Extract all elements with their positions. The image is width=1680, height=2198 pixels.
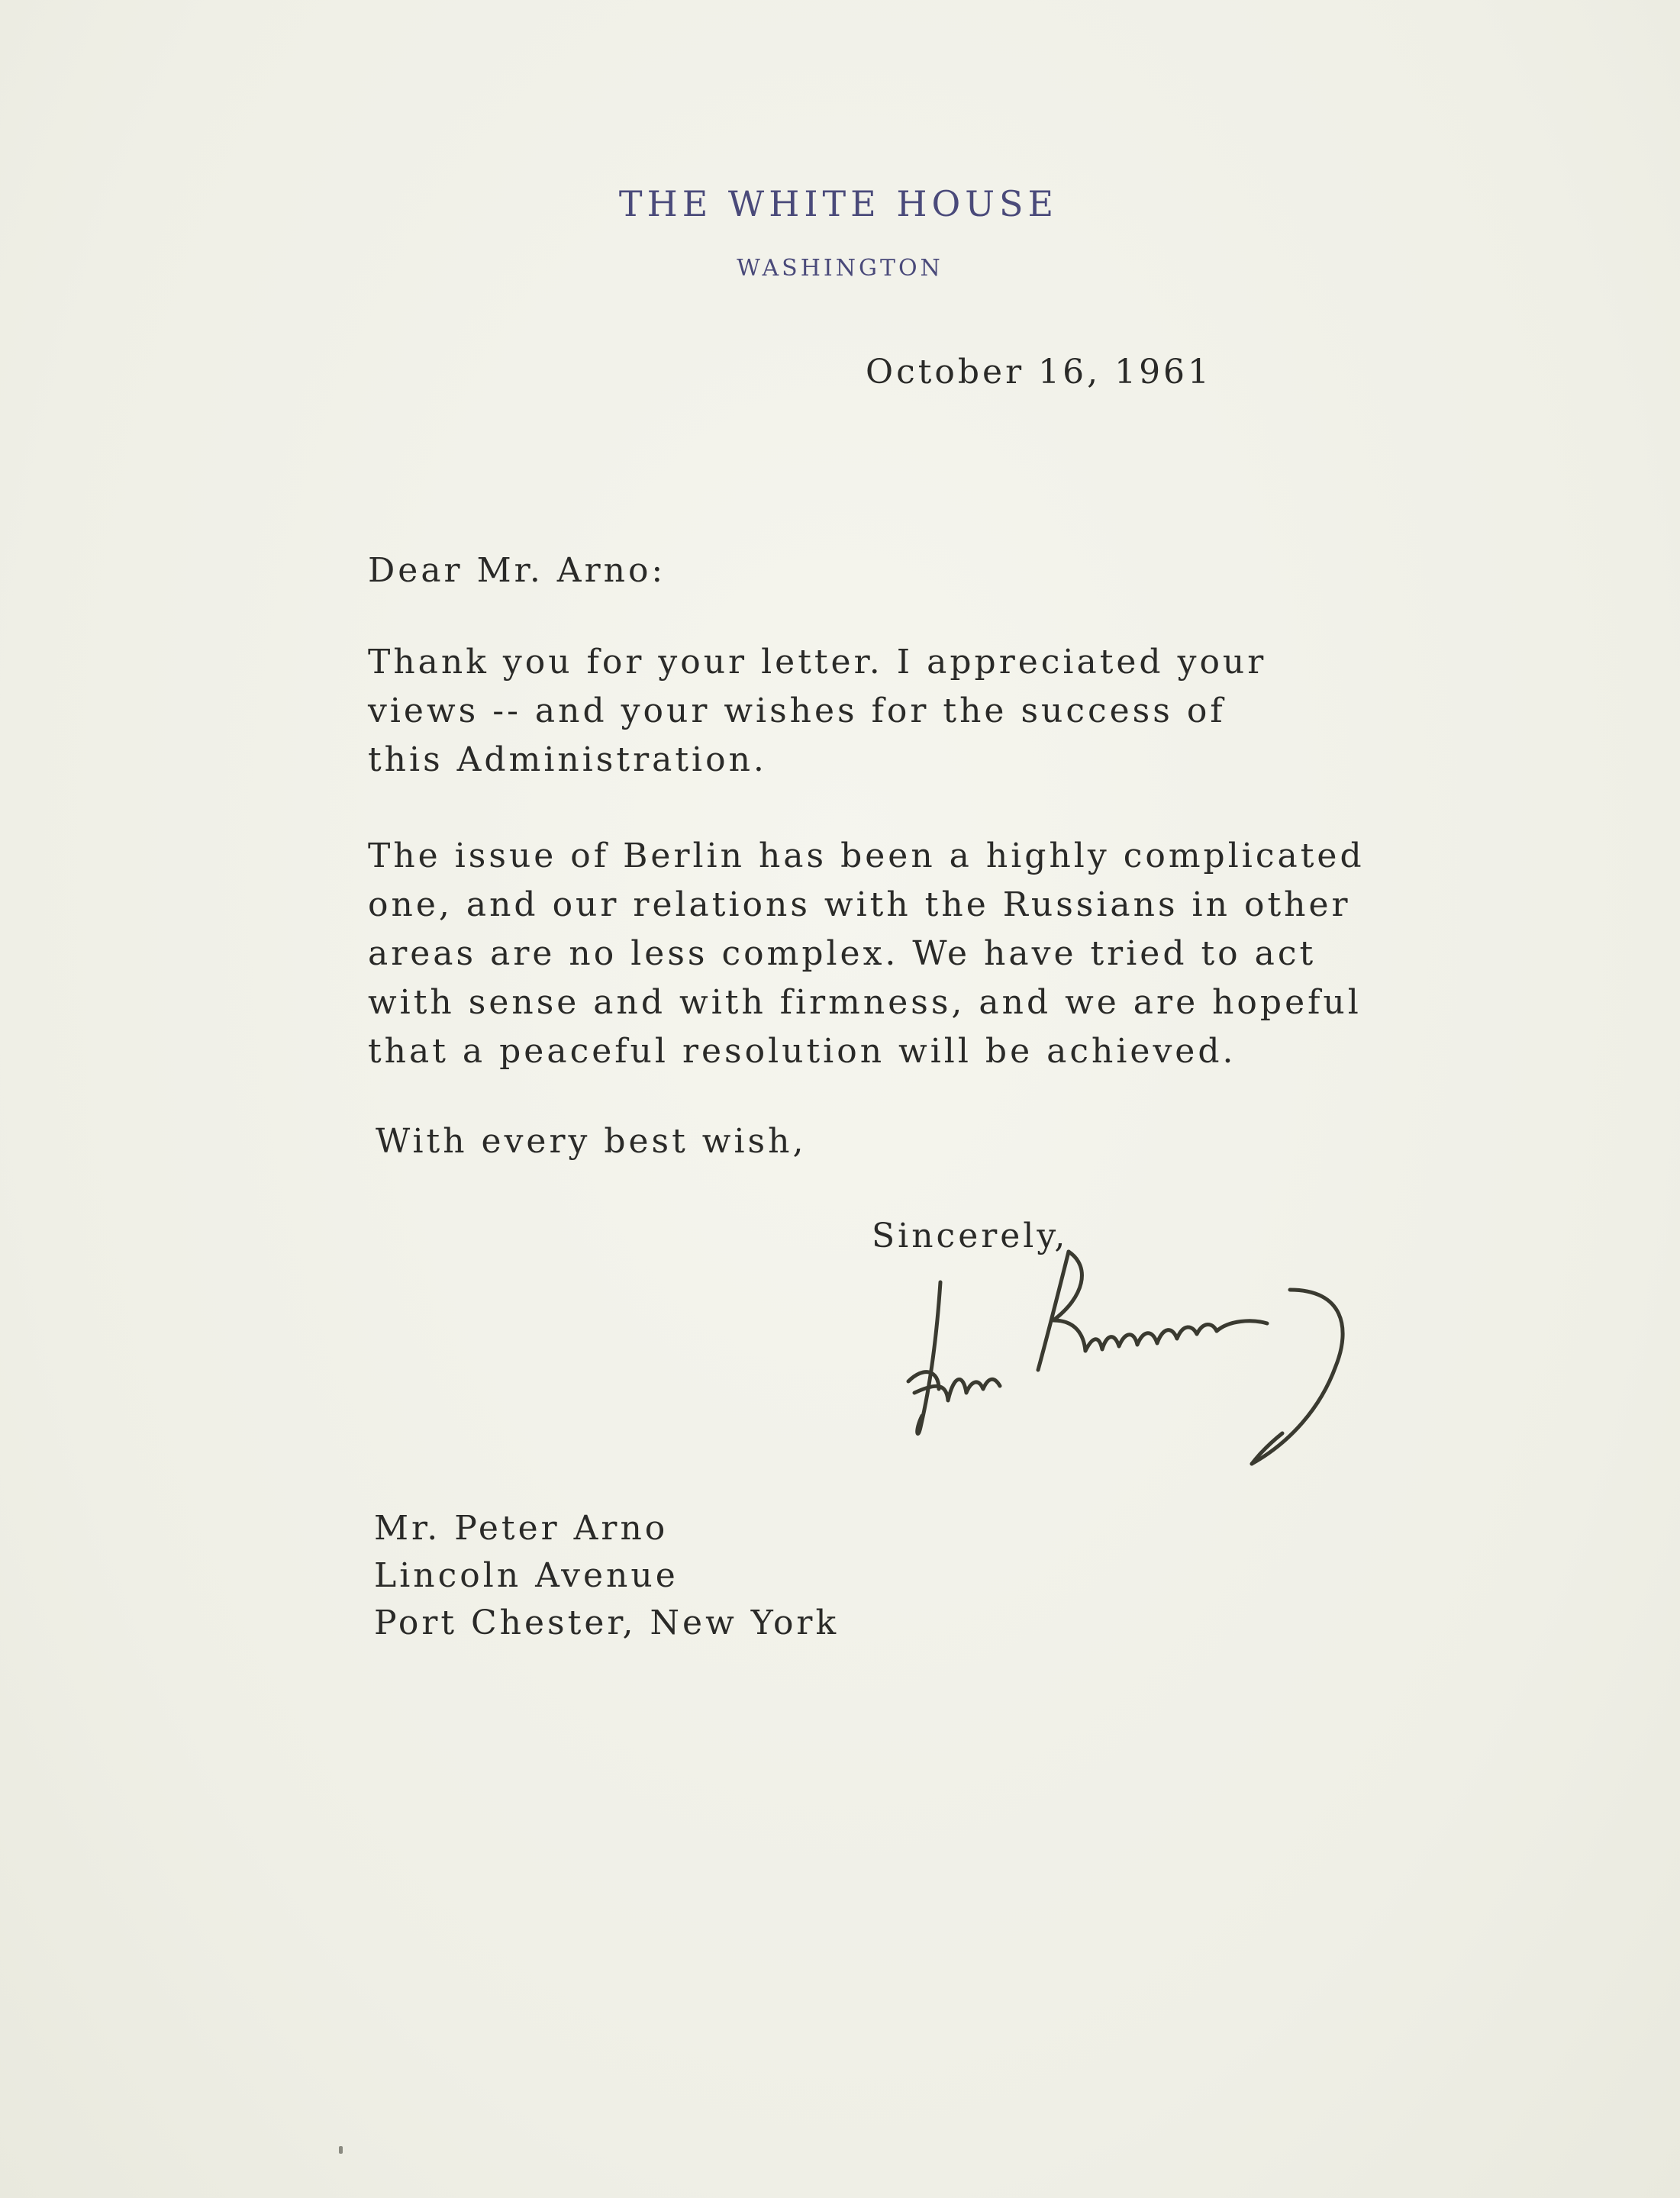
closing: With every best wish, [376,1122,807,1161]
handwritten-signature-icon [893,1236,1382,1473]
paragraph-2 [368,832,1365,1076]
recipient-address [374,1505,839,1647]
letter-date: October 16, 1961 [866,353,1213,392]
letterhead-location [0,255,1680,282]
salutation: Dear Mr. Arno: [368,551,666,590]
paragraph-2-line: areas are no less complex. We have tried to act [368,934,1317,973]
recipient-name: Mr. Peter Arno [374,1509,669,1548]
recipient-city: Port Chester, New York [374,1603,840,1642]
letterhead-title [0,183,1680,224]
paragraph-1-line: Thank you for your letter. I appreciated your [368,643,1267,682]
paragraph-2-line: one, and our relations with the Russians in other [368,885,1351,924]
recipient-street: Lincoln Avenue [374,1556,679,1595]
paragraph-2-line: with sense and with firmness, and we are hopeful [368,983,1362,1022]
paragraph-1-line: views -- and your wishes for the success of [368,691,1226,730]
paragraph-1 [368,638,1266,785]
paragraph-2-line: The issue of Berlin has been a highly complicated [368,836,1365,875]
letterhead-location-text: WASHINGTON [737,255,943,282]
paragraph-2-line: that a peaceful resolution will be achieved. [368,1032,1237,1071]
paragraph-1-line: this Administration. [368,740,767,779]
paper-speck [339,2146,343,2154]
letterhead-title-text: THE WHITE HOUSE [618,183,1059,224]
signoff: Sincerely, [872,1217,1069,1255]
